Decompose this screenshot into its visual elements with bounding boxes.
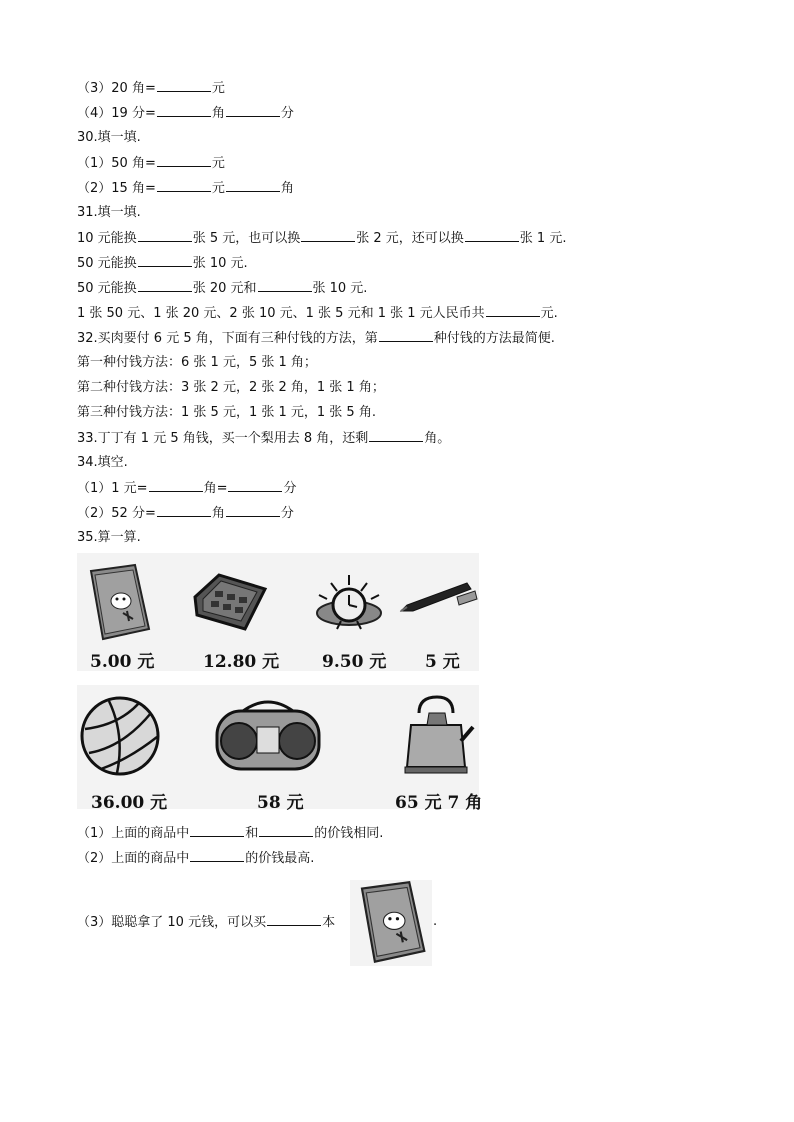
- question-heading: [77, 529, 141, 547]
- goods-row-1: [77, 553, 479, 671]
- question-text: 本: [322, 915, 336, 930]
- question-text: 张 10 元.: [192, 256, 248, 271]
- answer-blank[interactable]: [379, 329, 433, 342]
- answer-blank[interactable]: [228, 479, 282, 492]
- question-text: 分: [283, 481, 297, 496]
- answer-blank[interactable]: [157, 154, 211, 167]
- answer-blank[interactable]: [149, 479, 203, 492]
- goods-row-2: [77, 685, 483, 813]
- question-text: 元.: [540, 306, 558, 321]
- radio-icon: [213, 691, 323, 775]
- trailing-period: .: [433, 914, 438, 929]
- question-text: （3）聪聪拿了 10 元钱，可以买: [77, 915, 267, 930]
- question-heading: [77, 329, 555, 348]
- question-line: [77, 404, 376, 422]
- question-text: 张 2 元，还可以换: [356, 231, 464, 246]
- question-text: （2）15 角=: [77, 181, 156, 196]
- volleyball-icon: [79, 695, 161, 777]
- question-text: 30.填一填.: [77, 130, 141, 145]
- question-text: （4）19 分=: [77, 106, 156, 121]
- question-text: 10 元能换: [77, 231, 137, 246]
- question-text: 第三种付钱方法：1 张 5 元，1 张 1 元，1 张 5 角.: [77, 405, 376, 420]
- question-line: [77, 254, 248, 273]
- question-text: 元: [211, 81, 225, 96]
- question-text: 32.买肉要付 6 元 5 角，下面有三种付钱的方法，第: [77, 331, 378, 346]
- question-heading: [77, 454, 128, 472]
- question-text: 分: [280, 106, 294, 121]
- question-text: （1）50 角=: [77, 156, 156, 171]
- question-line: [77, 304, 558, 323]
- answer-blank[interactable]: [369, 429, 423, 442]
- question-line: [77, 913, 335, 932]
- price-label: 36.00 元: [91, 793, 168, 813]
- question-text: 35.算一算.: [77, 530, 141, 545]
- calculator-icon: [189, 567, 271, 637]
- question-line: [77, 504, 294, 523]
- question-heading: [77, 204, 141, 222]
- notebook-image-small: [350, 880, 432, 966]
- answer-blank[interactable]: [190, 849, 244, 862]
- price-label: 12.80 元: [203, 652, 280, 672]
- question-text: 张 5 元，也可以换: [192, 231, 301, 246]
- question-line: [77, 479, 297, 498]
- question-line: [77, 229, 566, 248]
- question-text: 的价钱相同.: [314, 826, 384, 841]
- pen-icon: [397, 577, 479, 617]
- question-text: 第一种付钱方法：6 张 1 元，5 张 1 角；: [77, 355, 317, 370]
- alarm-clock-icon: [313, 569, 385, 635]
- question-text: （1）1 元=: [77, 481, 148, 496]
- answer-blank[interactable]: [157, 504, 211, 517]
- answer-blank[interactable]: [226, 504, 280, 517]
- question-text: 的价钱最高.: [245, 851, 315, 866]
- kettle-icon: [399, 691, 475, 779]
- question-text: 角: [211, 106, 225, 121]
- question-heading: [77, 129, 141, 147]
- question-line: [77, 104, 294, 123]
- question-text: 33.丁丁有 1 元 5 角钱，买一个梨用去 8 角，还剩: [77, 431, 369, 446]
- question-text: 第二种付钱方法：3 张 2 元，2 张 2 角，1 张 1 角；: [77, 380, 385, 395]
- question-line: [77, 849, 314, 868]
- question-text: 角=: [203, 481, 228, 496]
- answer-blank[interactable]: [301, 229, 355, 242]
- question-text: 张 1 元.: [519, 231, 567, 246]
- price-label: 65 元 7 角: [395, 793, 483, 813]
- answer-blank[interactable]: [157, 104, 211, 117]
- question-text: 角。: [424, 431, 451, 446]
- question-text: 31.填一填.: [77, 205, 141, 220]
- answer-blank[interactable]: [157, 179, 211, 192]
- question-text: 和: [245, 826, 259, 841]
- answer-blank[interactable]: [138, 229, 192, 242]
- question-line: [77, 279, 367, 298]
- question-line: [77, 379, 385, 397]
- question-text: 34.填空.: [77, 455, 128, 470]
- answer-blank[interactable]: [157, 79, 211, 92]
- question-text: 元: [211, 156, 225, 171]
- question-text: 张 20 元和: [192, 281, 257, 296]
- question-text: 角: [211, 506, 225, 521]
- question-text: 50 元能换: [77, 281, 137, 296]
- answer-blank[interactable]: [226, 104, 280, 117]
- question-line: [77, 354, 317, 372]
- question-text: 张 10 元.: [312, 281, 368, 296]
- price-label: 5.00 元: [90, 652, 155, 672]
- price-label: 58 元: [257, 793, 304, 813]
- answer-blank[interactable]: [259, 824, 313, 837]
- answer-blank[interactable]: [258, 279, 312, 292]
- answer-blank[interactable]: [138, 254, 192, 267]
- question-text: 元: [211, 181, 225, 196]
- question-text: （2）上面的商品中: [77, 851, 190, 866]
- notebook-icon: [83, 563, 153, 643]
- question-text: 50 元能换: [77, 256, 137, 271]
- price-label: 9.50 元: [322, 652, 387, 672]
- question-text: 角: [280, 181, 294, 196]
- answer-blank[interactable]: [138, 279, 192, 292]
- question-text: 种付钱的方法最简便.: [433, 331, 555, 346]
- question-line: [77, 79, 225, 98]
- answer-blank[interactable]: [190, 824, 244, 837]
- question-text: （2）52 分=: [77, 506, 156, 521]
- price-label: 5 元: [425, 652, 460, 672]
- answer-blank[interactable]: [465, 229, 519, 242]
- question-heading: [77, 429, 450, 448]
- answer-blank[interactable]: [267, 913, 321, 926]
- question-text: 分: [280, 506, 294, 521]
- question-line: [77, 154, 225, 173]
- answer-blank[interactable]: [486, 304, 540, 317]
- question-text: 1 张 50 元、1 张 20 元、2 张 10 元、1 张 5 元和 1 张 1 元人民币共: [77, 306, 485, 321]
- question-text: （3）20 角=: [77, 81, 156, 96]
- answer-blank[interactable]: [226, 179, 280, 192]
- question-line: [77, 824, 383, 843]
- question-text: （1）上面的商品中: [77, 826, 190, 841]
- question-line: [77, 179, 294, 198]
